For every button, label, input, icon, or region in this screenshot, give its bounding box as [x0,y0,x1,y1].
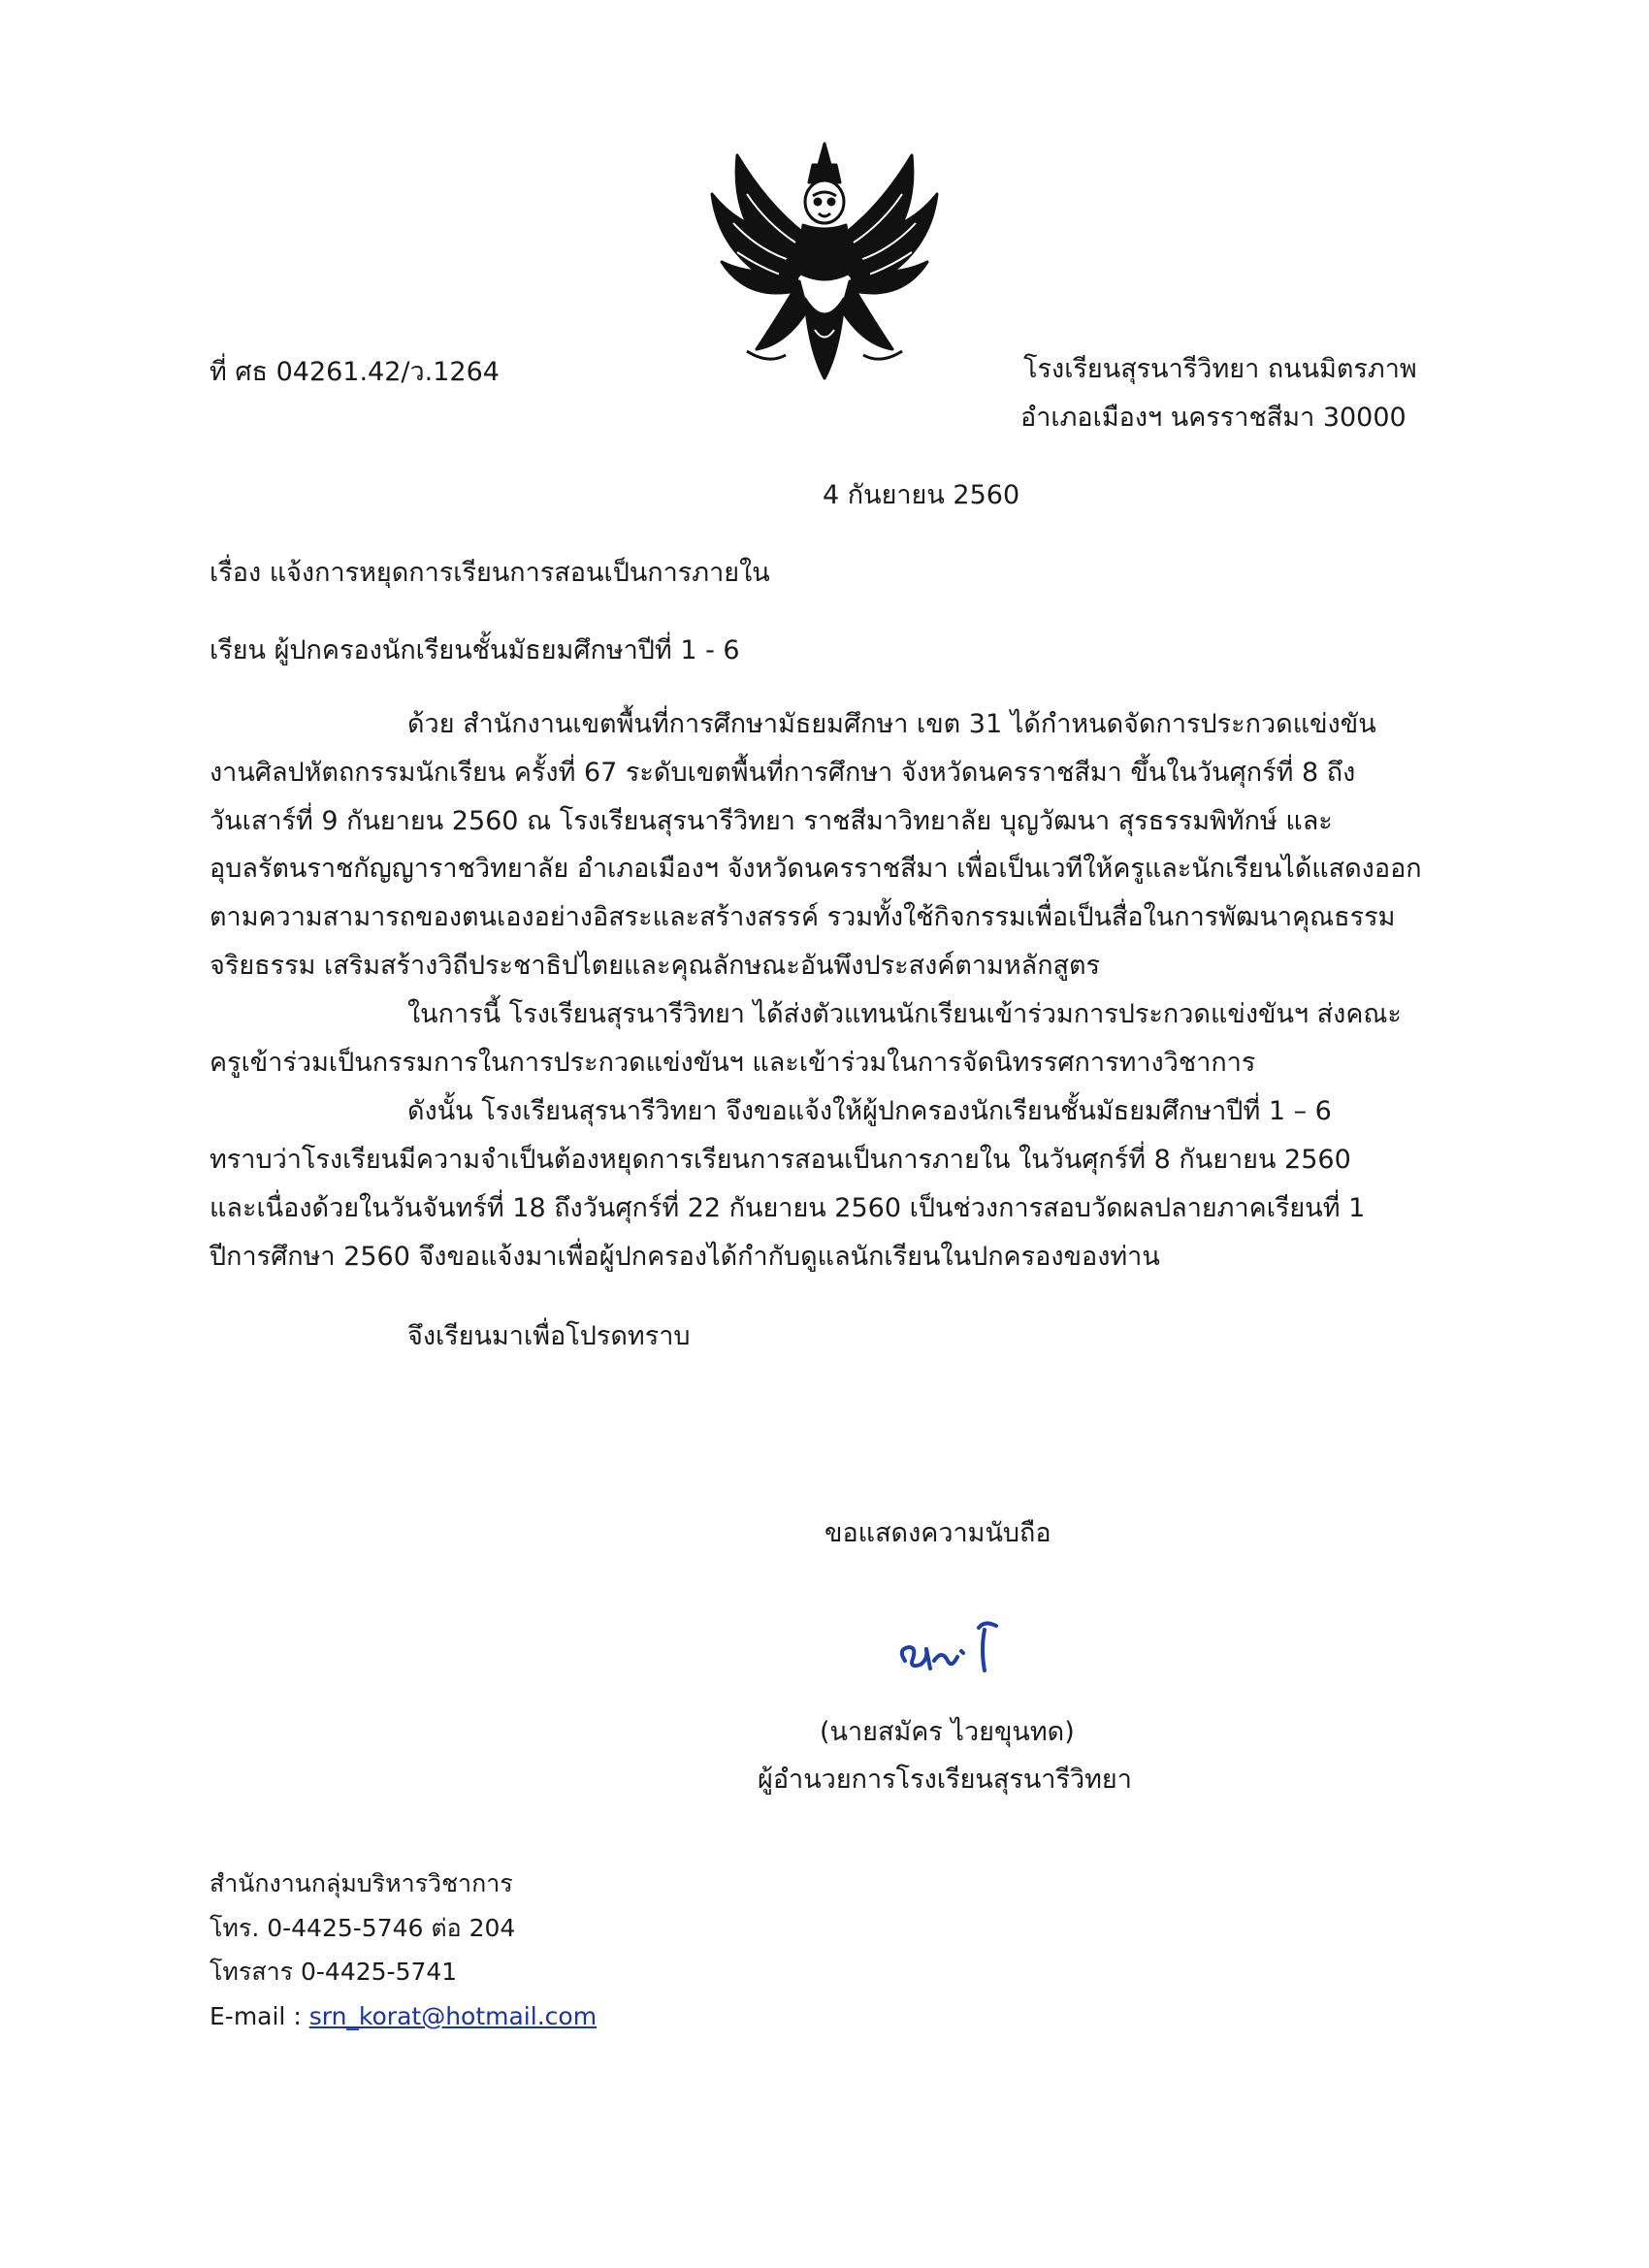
paragraph-2-line: ครูเข้าร่วมเป็นกรรมการในการประกวดแข่งขันฯ และเข้าร่วมในการจัดนิทรรศการทางวิชาการ [210,1048,1256,1078]
paragraph-1-line: จริยธรรม เสริมสร้างวิถีประชาธิปไตยและคุณลักษณะอันพึงประสงค์ตามหลักสูตร [210,951,1101,981]
signatory-name: (นายสมัคร ไวยขุนทด) [820,1717,1075,1747]
handwritten-signature [888,1610,1023,1683]
paragraph-1-line: ด้วย สำนักงานเขตพื้นที่การศึกษามัธยมศึกษา เขต 31 ได้กำหนดจัดการประกวดแข่งขัน [407,709,1376,739]
address-line-1: โรงเรียนสุรนารีวิทยา ถนนมิตรภาพ [1023,354,1417,384]
signatory-position: ผู้อำนวยการโรงเรียนสุรนารีวิทยา [758,1765,1132,1795]
letter-recipient: เรียน ผู้ปกครองนักเรียนชั้นมัธยมศึกษาปีที่ 1 - 6 [210,635,740,665]
paragraph-1-line: ตามความสามารถของตนเองอย่างอิสระและสร้างสรรค์ รวมทั้งใช้กิจกรรมเพื่อเป็นสื่อในการพัฒนาคุณธรรม [210,902,1396,932]
email-link[interactable]: srn_korat@hotmail.com [308,2002,598,2030]
letter-date: 4 กันยายน 2560 [823,480,1020,510]
paragraph-1-line: อุบลรัตนราชกัญญาราชวิทยาลัย อำเภอเมืองฯ จังหวัดนครราชสีมา เพื่อเป็นเวทีให้ครูและนักเรียนได้แสดงออก [210,854,1422,884]
salutation: ขอแสดงความนับถือ [824,1518,1051,1548]
garuda-emblem-icon [698,136,951,398]
address-line-2: อำเภอเมืองฯ นครราชสีมา 30000 [1020,403,1406,433]
office-name: สำนักงานกลุ่มบริหารวิชาการ [210,1869,513,1897]
document-number: ที่ ศธ 04261.42/ว.1264 [210,357,500,387]
office-email [210,1999,597,2034]
closing-line: จึงเรียนมาเพื่อโปรดทราบ [407,1321,691,1351]
paragraph-3-line: ทราบว่าโรงเรียนมีความจำเป็นต้องหยุดการเรียนการสอนเป็นการภายใน ในวันศุกร์ที่ 8 กันยายน 2560 [210,1145,1351,1175]
paragraph-3-line: ดังนั้น โรงเรียนสุรนารีวิทยา จึงขอแจ้งให้ผู้ปกครองนักเรียนชั้นมัธยมศึกษาปีที่ 1 – 6 [407,1096,1332,1126]
paragraph-1-line: วันเสาร์ที่ 9 กันยายน 2560 ณ โรงเรียนสุรนารีวิทยา ราชสีมาวิทยาลัย บุญวัฒนา สุรธรรมพิทักษ์ และ [210,806,1333,836]
office-phone: โทร. 0-4425-5746 ต่อ 204 [210,1914,516,1942]
email-label: E-mail : [210,2002,309,2030]
office-fax: โทรสาร 0-4425-5741 [210,1958,458,1986]
paragraph-1-line: งานศิลปหัตถกรรมนักเรียน ครั้งที่ 67 ระดับเขตพื้นที่การศึกษา จังหวัดนครราชสีมา ขึ้นในวันศุกร์ที่ 8 ถึง [210,758,1356,788]
paragraph-3-line: ปีการศึกษา 2560 จึงขอแจ้งมาเพื่อผู้ปกครองได้กำกับดูแลนักเรียนในปกครองของท่าน [210,1242,1160,1272]
paragraph-3-line: และเนื่องด้วยในวันจันทร์ที่ 18 ถึงวันศุกร์ที่ 22 กันยายน 2560 เป็นช่วงการสอบวัดผลปลายภาคเรียนที่ 1 [210,1193,1366,1223]
letter-subject: เรื่อง แจ้งการหยุดการเรียนการสอนเป็นการภายใน [210,558,770,588]
paragraph-2-line: ในการนี้ โรงเรียนสุรนารีวิทยา ได้ส่งตัวแทนนักเรียนเข้าร่วมการประกวดแข่งขันฯ ส่งคณะ [407,999,1402,1029]
